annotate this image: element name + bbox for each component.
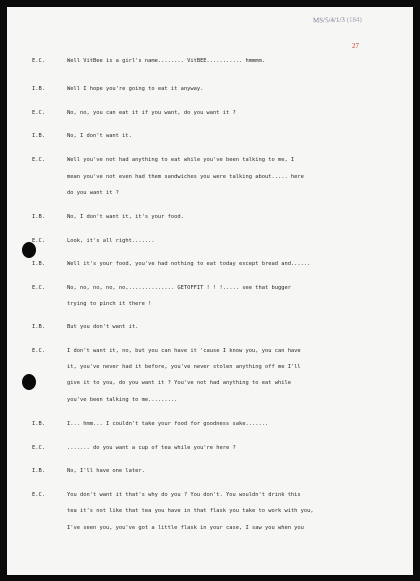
line-text: ....... do you want a cup of tea while you're here ? — [67, 445, 236, 451]
line-text: Look, it's all right....... — [67, 238, 155, 244]
speaker-label: I.B. — [32, 421, 45, 427]
speaker-label: E.C. — [32, 492, 45, 498]
transcript-line — [0, 188, 420, 198]
transcript-line — [0, 108, 420, 118]
transcript-line — [0, 84, 420, 94]
transcript-line — [0, 236, 420, 246]
line-text: trying to pinch it there ! — [67, 301, 152, 307]
transcript-line — [0, 131, 420, 141]
speaker-label: E.C. — [32, 157, 45, 163]
line-text: No, I don't want it. — [67, 133, 132, 139]
transcript-line — [0, 56, 420, 66]
transcript-line — [0, 212, 420, 222]
transcript-line — [0, 172, 420, 182]
transcript-line — [0, 466, 420, 476]
line-text: give it to you, do you want it ? You've not had anything to eat while — [67, 380, 291, 386]
transcript-line — [0, 346, 420, 356]
line-text: No, I'll have one later. — [67, 468, 145, 474]
line-text: you've been talking to me......... — [67, 397, 178, 403]
line-text: No, no, you can eat it if you want, do you want it ? — [67, 110, 236, 116]
transcript-line — [0, 523, 420, 533]
transcript-line — [0, 322, 420, 332]
line-text: it, you've never had it before, you've never stolen anything off me I'll — [67, 364, 301, 370]
speaker-label: E.C. — [32, 445, 45, 451]
transcript-line — [0, 395, 420, 405]
line-text: Well it's your food, you've had nothing to eat today except bread and...... — [67, 261, 311, 267]
archive-reference — [313, 16, 362, 25]
archive-ref-text: MS/5/4/1/3 — [312, 15, 345, 25]
line-text: I've seen you, you've got a little flask in your case, I saw you when you — [67, 525, 304, 531]
line-text: Well you've not had anything to eat while you've been talking to me, I — [67, 157, 295, 163]
line-text: tea it's not like that tea you have in that flask you take to work with you, — [67, 508, 314, 514]
archive-tag-text: (184) — [346, 15, 362, 24]
transcript-line — [0, 155, 420, 165]
transcript-line — [0, 299, 420, 309]
line-text: Well I hope you're going to eat it anyway. — [67, 86, 204, 92]
transcript-line — [0, 419, 420, 429]
speaker-label: I.B. — [32, 324, 45, 330]
speaker-label: E.C. — [32, 348, 45, 354]
transcript-line — [0, 283, 420, 293]
transcript-line — [0, 378, 420, 388]
speaker-label: E.C. — [32, 238, 45, 244]
line-text: No, no, no, no, no,.............. GETOFFIT ! ! !..... see that bugger — [67, 285, 291, 291]
line-text: I don't want it, no, but you can have it 'cause I know you, you can have — [67, 348, 301, 354]
page-number: 27 — [352, 42, 359, 50]
line-text: mean you've not even had them sandwiches you were talking about..... here — [67, 174, 304, 180]
line-text: I... hmm... I couldn't take your food for goodness sake....... — [67, 421, 269, 427]
speaker-label: E.C. — [32, 58, 45, 64]
line-text: Well VitBee is a girl's name........ VitBEE........... hmmmm. — [67, 58, 265, 64]
line-text: do you want it ? — [67, 190, 119, 196]
transcript-line — [0, 362, 420, 372]
line-text: But you don't want it. — [67, 324, 139, 330]
speaker-label: I.B. — [32, 86, 45, 92]
transcript-line — [0, 506, 420, 516]
line-text: No, I don't want it, it's your food. — [67, 214, 184, 220]
speaker-label: E.C. — [32, 110, 45, 116]
speaker-label: I.B. — [32, 133, 45, 139]
transcript-line — [0, 443, 420, 453]
speaker-label: E.C. — [32, 285, 45, 291]
transcript-line — [0, 259, 420, 269]
speaker-label: I.B. — [32, 468, 45, 474]
line-text: You don't want it that's why do you ? You don't. You wouldn't drink this — [67, 492, 301, 498]
speaker-label: I.B. — [32, 261, 45, 267]
speaker-label: I.B. — [32, 214, 45, 220]
transcript-line — [0, 490, 420, 500]
